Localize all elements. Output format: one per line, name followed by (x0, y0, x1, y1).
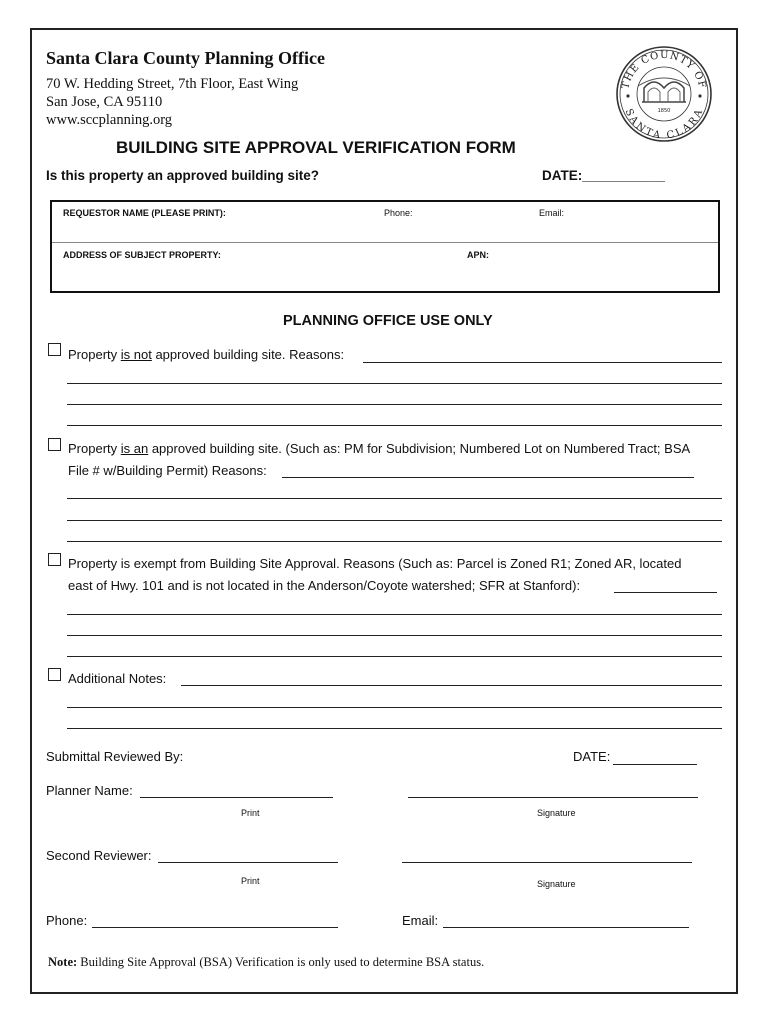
signature-caption: Signature (537, 879, 576, 889)
email-line[interactable] (443, 927, 689, 928)
option-exempt-text: Property is exempt from Building Site Approval. Reasons (Such as: Parcel is Zoned R1; Zoned AR, located (68, 556, 682, 571)
second-reviewer-label: Second Reviewer: (46, 848, 152, 863)
option2-post: approved building site. (Such as: PM for Subdivision; Numbered Lot on Numbered Tract; BSA (148, 441, 691, 456)
option2-emph: is an (120, 441, 149, 456)
option1-post: approved building site. Reasons: (151, 347, 345, 362)
review-date-label: DATE: (573, 749, 611, 764)
reasons-line[interactable] (67, 541, 722, 542)
option-not-approved-text (68, 347, 344, 362)
reasons-line[interactable] (67, 425, 722, 426)
email-label: Email: (402, 913, 439, 928)
option2-pre: Property (68, 441, 121, 456)
signature-caption: Signature (537, 808, 576, 818)
additional-notes-checkbox[interactable] (48, 668, 61, 681)
footer-note (48, 955, 484, 970)
option1-emph: is not (120, 347, 152, 362)
reasons-line[interactable] (67, 656, 722, 657)
planner-signature-line[interactable] (408, 797, 698, 798)
apn-field[interactable]: APN: (467, 250, 489, 260)
notes-line[interactable] (67, 707, 722, 708)
submittal-reviewed-label: Submittal Reviewed By: (46, 749, 184, 764)
requestor-box (50, 200, 720, 293)
seal-top-text: THE COUNTY OF (620, 49, 708, 91)
reasons-line[interactable] (67, 383, 722, 384)
exempt-checkbox[interactable] (48, 553, 61, 566)
notes-line[interactable] (181, 685, 722, 686)
option-approved-text (68, 441, 690, 456)
not-approved-checkbox[interactable] (48, 343, 61, 356)
requestor-name-field[interactable]: REQUESTOR NAME (PLEASE PRINT): (63, 208, 226, 218)
office-name: Santa Clara County Planning Office (46, 48, 326, 68)
phone-line[interactable] (92, 927, 338, 928)
print-caption: Print (241, 876, 260, 886)
seal-bottom-text: SANTA CLARA (622, 107, 706, 142)
additional-notes-label: Additional Notes: (68, 671, 167, 686)
reasons-line[interactable] (67, 520, 722, 521)
reasons-line[interactable] (67, 635, 722, 636)
note-bold: Note: (48, 955, 78, 969)
option-exempt-line2: east of Hwy. 101 and is not located in the Anderson/Coyote watershed; SFR at Stanford): (68, 578, 581, 593)
reasons-line[interactable] (67, 614, 722, 615)
print-caption: Print (241, 808, 260, 818)
county-seal-icon (614, 44, 714, 144)
second-reviewer-signature-line[interactable] (402, 862, 692, 863)
form-title: BUILDING SITE APPROVAL VERIFICATION FORM (116, 138, 516, 157)
planner-name-label: Planner Name: (46, 783, 133, 798)
phone-label: Phone: (46, 913, 88, 928)
question-text: Is this property an approved building site? (46, 168, 320, 183)
requestor-phone-field[interactable]: Phone: (384, 208, 413, 218)
option1-pre: Property (68, 347, 121, 362)
note-text: Building Site Approval (BSA) Verification is only used to determine BSA status. (77, 955, 485, 969)
office-use-heading: PLANNING OFFICE USE ONLY (283, 313, 493, 329)
reasons-line[interactable] (363, 362, 722, 363)
reasons-line[interactable] (282, 477, 694, 478)
option-approved-line2: File # w/Building Permit) Reasons: (68, 463, 267, 478)
notes-line[interactable] (67, 728, 722, 729)
address-line-2: San Jose, CA 95110 (46, 94, 163, 110)
requestor-divider (52, 242, 718, 243)
reasons-line[interactable] (67, 404, 722, 405)
address-line-1: 70 W. Hedding Street, 7th Floor, East Wing (46, 76, 299, 92)
property-address-field[interactable]: ADDRESS OF SUBJECT PROPERTY: (63, 250, 221, 260)
reasons-line[interactable] (614, 592, 717, 593)
review-date-line[interactable] (613, 764, 697, 765)
approved-checkbox[interactable] (48, 438, 61, 451)
planner-print-line[interactable] (140, 797, 333, 798)
date-field-top[interactable]: DATE:___________ (542, 168, 665, 183)
requestor-email-field[interactable]: Email: (539, 208, 565, 218)
website-link[interactable]: www.sccplanning.org (46, 112, 173, 128)
second-reviewer-print-line[interactable] (158, 862, 338, 863)
seal-year: 1850 (657, 108, 671, 114)
reasons-line[interactable] (67, 498, 722, 499)
